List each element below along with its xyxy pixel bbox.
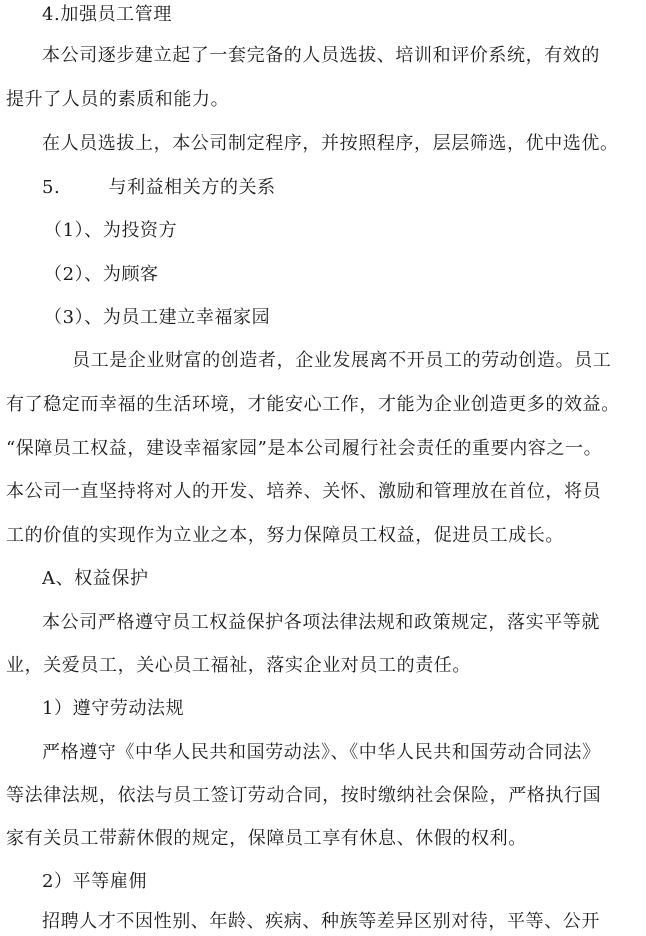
heading-5-number: 5. (42, 177, 61, 198)
paragraph-line: “保障员工权益，建设幸福家园”是本公司履行社会责任的重要内容之一。 (6, 438, 603, 459)
paragraph-line: 本公司逐步建立起了一套完备的人员选拔、培训和评价系统，有效的 (42, 45, 600, 66)
heading-4: 4.加强员工管理 (42, 4, 172, 25)
paragraph-line: 本公司一直坚持将对人的开发、培养、关怀、激励和管理放在首位，将员 (6, 481, 602, 502)
list-item: （3）、为员工建立幸福家园 (44, 307, 271, 328)
paragraph-line: 本公司严格遵守员工权益保护各项法律法规和政策规定，落实平等就 (42, 612, 600, 633)
paragraph-line: 招聘人才不因性别、年龄、疾病、种族等差异区别对待，平等、公开 (42, 911, 600, 932)
heading-5 (42, 176, 276, 200)
heading-5-title: 与利益相关方的关系 (108, 177, 276, 198)
paragraph-line: 等法律法规，依法与员工签订劳动合同，按时缴纳社会保险，严格执行国 (6, 785, 602, 806)
list-item: （1）、为投资方 (44, 220, 178, 241)
paragraph-line: 提升了人员的素质和能力。 (6, 89, 230, 110)
paragraph-line: 工的价值的实现作为立业之本，努力保障员工权益，促进员工成长。 (6, 525, 564, 546)
list-item: （2）、为顾客 (44, 264, 159, 285)
section-heading-a: A、权益保护 (42, 568, 149, 589)
paragraph-line: 有了稳定而幸福的生活环境，才能安心工作，才能为企业创造更多的效益。 (6, 394, 620, 415)
paragraph-line: 在人员选拔上，本公司制定程序，并按照程序，层层筛选，优中选优。 (42, 133, 619, 154)
subheading-2: 2）平等雇佣 (42, 871, 148, 892)
paragraph-line: 员工是企业财富的创造者，企业发展离不开员工的劳动创造。员工 (72, 350, 612, 371)
paragraph-line: 家有关员工带薪休假的规定，保障员工享有休息、休假的权利。 (6, 828, 527, 849)
paragraph-line: 严格遵守《中华人民共和国劳动法》、《中华人民共和国劳动合同法》 (42, 742, 601, 763)
paragraph-line: 业，关爱员工，关心员工福祉，落实企业对员工的责任。 (6, 655, 471, 676)
subheading-1: 1）遵守劳动法规 (42, 698, 185, 719)
